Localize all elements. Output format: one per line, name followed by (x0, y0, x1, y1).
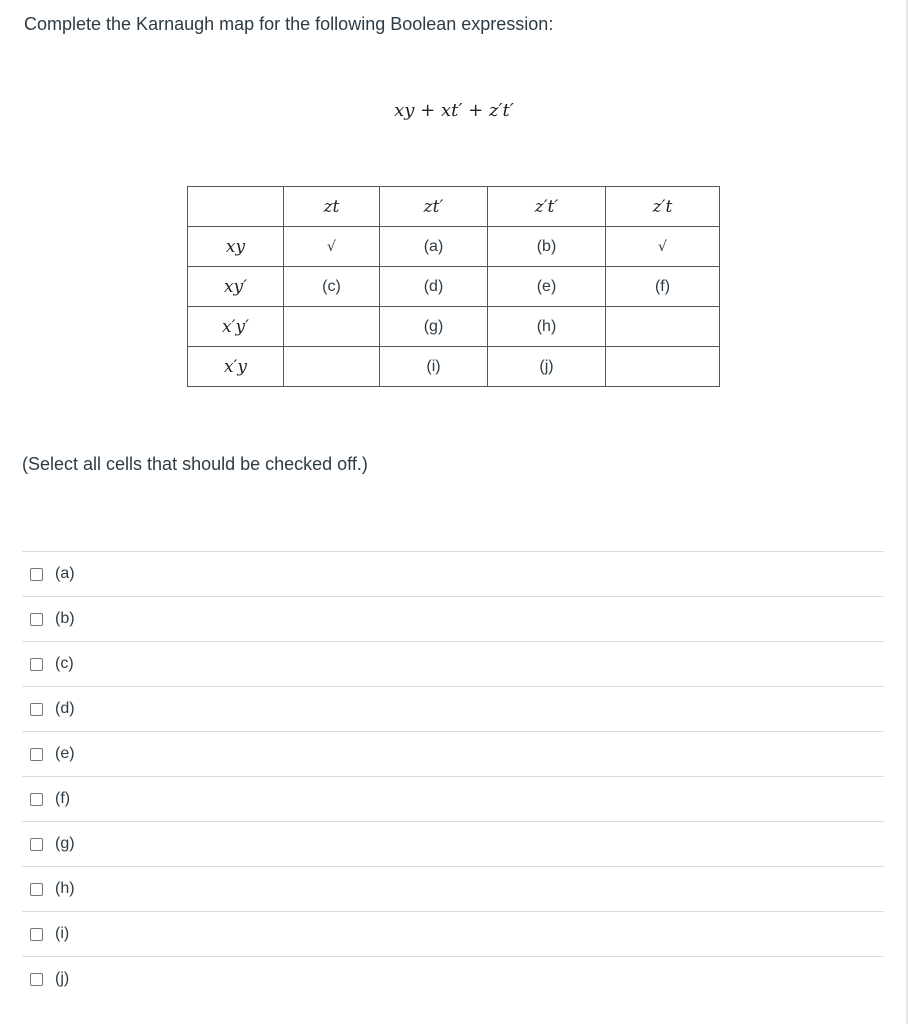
checkbox[interactable] (30, 748, 43, 761)
checkbox[interactable] (30, 703, 43, 716)
kmap-header-row (188, 187, 720, 227)
instruction-text: (Select all cells that should be checked off.) (22, 454, 368, 474)
kmap-cell: √ (284, 227, 380, 267)
kmap-cell: √ (606, 227, 720, 267)
option-i[interactable] (22, 911, 884, 956)
kmap-row-header: xy′ (188, 267, 284, 307)
option-label: (h) (55, 880, 75, 897)
kmap-cell (606, 347, 720, 387)
checkbox[interactable] (30, 838, 43, 851)
option-label: (e) (55, 745, 75, 762)
kmap-cell: (c) (284, 267, 380, 307)
checkbox[interactable] (30, 613, 43, 626)
option-e[interactable] (22, 731, 884, 776)
option-c[interactable] (22, 641, 884, 686)
kmap-col-header: zt′ (380, 187, 488, 227)
kmap-cell: (g) (380, 307, 488, 347)
option-a[interactable] (22, 551, 884, 596)
checkbox[interactable] (30, 928, 43, 941)
kmap-cell: (h) (488, 307, 606, 347)
option-label: (c) (55, 655, 74, 672)
kmap-cell: (a) (380, 227, 488, 267)
kmap-cell: (b) (488, 227, 606, 267)
option-label: (g) (55, 835, 75, 852)
kmap-cell: (e) (488, 267, 606, 307)
option-label: (f) (55, 790, 71, 807)
kmap-cell: (d) (380, 267, 488, 307)
option-h[interactable] (22, 866, 884, 911)
karnaugh-map (187, 186, 720, 387)
kmap-col-header: z′t (606, 187, 720, 227)
kmap-row (188, 307, 720, 347)
option-label: (j) (55, 970, 70, 987)
option-g[interactable] (22, 821, 884, 866)
checkbox[interactable] (30, 793, 43, 806)
kmap-row (188, 347, 720, 387)
kmap-row-header: x′y (188, 347, 284, 387)
option-label: (d) (55, 700, 75, 717)
boolean-expression: xy + xt′ + z′t′ (394, 100, 514, 121)
kmap-cell (284, 347, 380, 387)
question-title: Complete the Karnaugh map for the following Boolean expression: (24, 14, 554, 34)
option-f[interactable] (22, 776, 884, 821)
option-label: (i) (55, 925, 70, 942)
kmap-col-header: zt (284, 187, 380, 227)
option-label: (a) (55, 565, 75, 582)
kmap-row-header: x′y′ (188, 307, 284, 347)
checkbox[interactable] (30, 658, 43, 671)
option-label: (b) (55, 610, 75, 627)
kmap-cell (606, 307, 720, 347)
kmap-row (188, 227, 720, 267)
kmap-cell: (j) (488, 347, 606, 387)
kmap-cell (284, 307, 380, 347)
checkbox[interactable] (30, 568, 43, 581)
option-d[interactable] (22, 686, 884, 731)
checkbox[interactable] (30, 883, 43, 896)
kmap-cell: (f) (606, 267, 720, 307)
kmap-row-header: xy (188, 227, 284, 267)
checkbox[interactable] (30, 973, 43, 986)
kmap-cell: (i) (380, 347, 488, 387)
option-j[interactable] (22, 956, 884, 1001)
kmap-col-header: z′t′ (488, 187, 606, 227)
kmap-row (188, 267, 720, 307)
kmap-corner-cell (188, 187, 284, 227)
option-b[interactable] (22, 596, 884, 641)
answer-options (22, 551, 884, 1001)
